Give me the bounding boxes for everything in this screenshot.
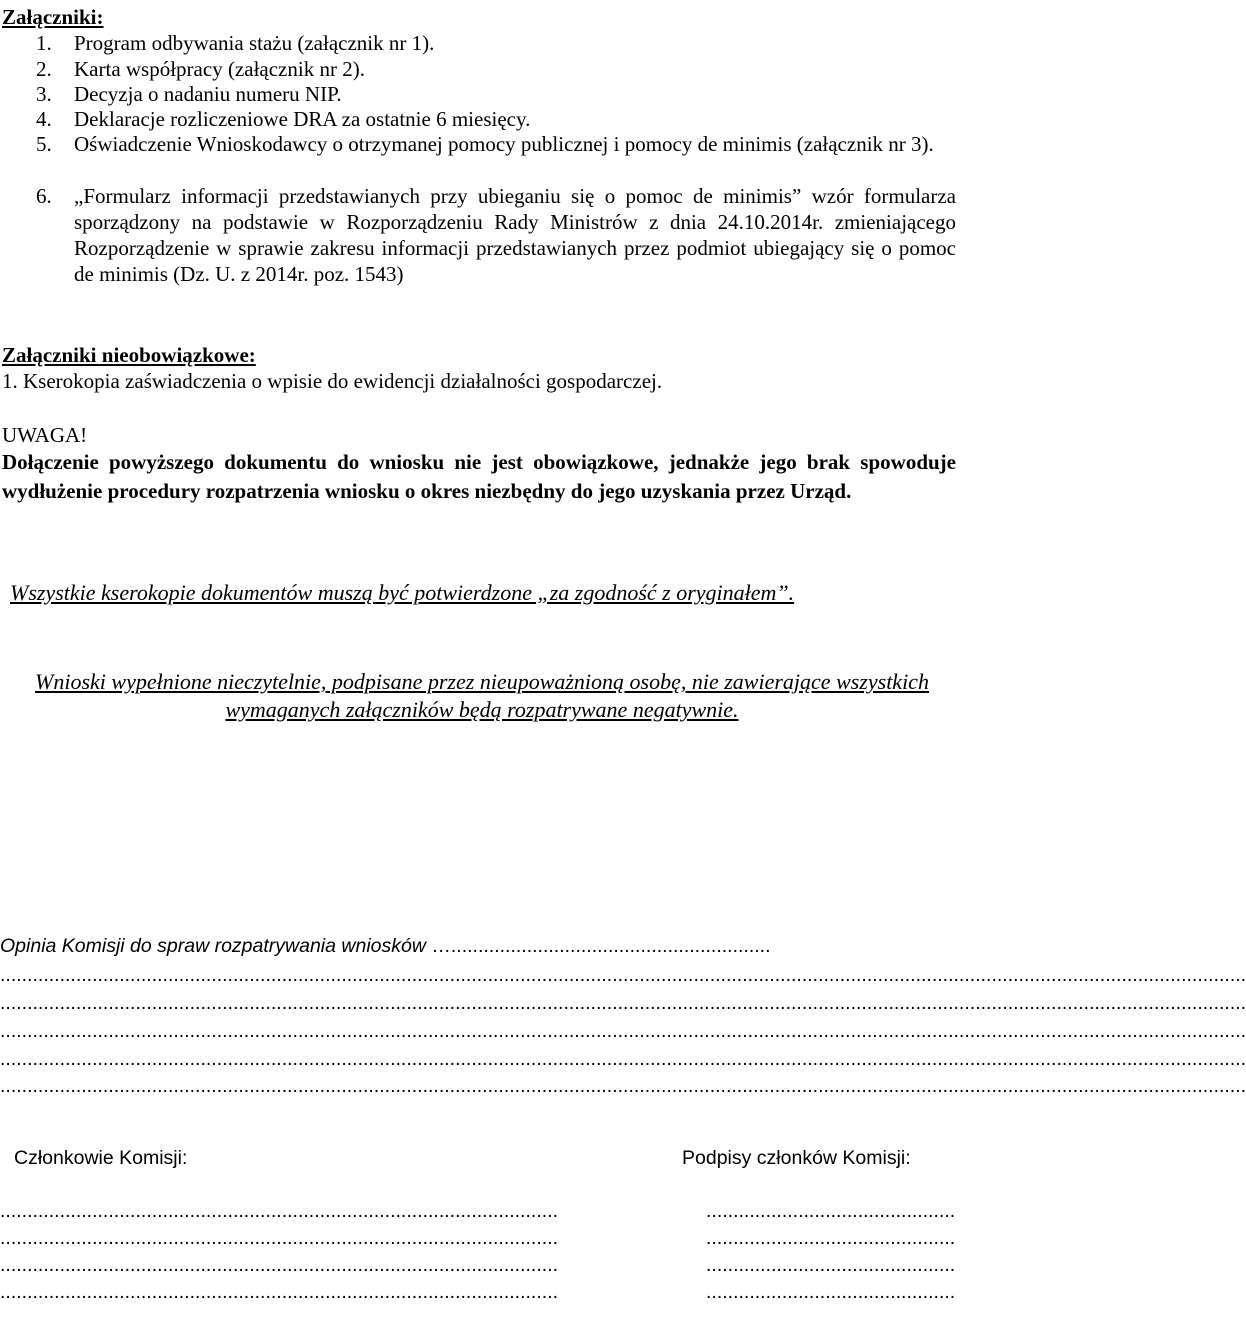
opinion-label-text: Opinia Komisji do spraw rozpatrywania wniosków (0, 935, 426, 957)
item-number: 1. (2, 369, 18, 393)
opinion-label (0, 933, 771, 959)
item-text: Karta współpracy (załącznik nr 2). (74, 57, 365, 81)
rejection-notice: Wnioski wypełnione nieczytelnie, podpisane przez nieupoważnioną osobę, nie zawierające wszystkich wymaganych załączników będą rozpatrywane negatywnie. (35, 669, 929, 722)
attachment-item-5 (36, 131, 956, 157)
opinion-dot-line-5: ...................................................................................................................................................................................................................................... (0, 1075, 1246, 1097)
signature-dot-line: .............................................. (706, 1281, 956, 1303)
attachment-item-3 (36, 81, 956, 107)
item-text: Deklaracje rozliczeniowe DRA za ostatnie 6 miesięcy. (74, 107, 531, 131)
member-dot-line: ....................................................................................................... (0, 1281, 559, 1303)
item-number: 6. (36, 184, 52, 208)
signatures-label: Podpisy członków Komisji: (682, 1147, 911, 1169)
opinion-dot-line-2: ...................................................................................................................................................................................................................................... (0, 992, 1246, 1014)
attachment-item-4 (36, 106, 956, 132)
opinion-label-dots: …........................................................... (431, 935, 771, 957)
signature-dot-line: .............................................. (706, 1254, 956, 1276)
item-text: Decyzja o nadaniu numeru NIP. (74, 82, 342, 106)
copies-notice: Wszystkie kserokopie dokumentów muszą być potwierdzone „za zgodność z oryginałem”. (10, 580, 795, 605)
members-label: Członkowie Komisji: (14, 1147, 188, 1169)
item-number: 1. (36, 31, 52, 55)
optional-item-1 (2, 368, 662, 394)
opinion-dot-line-4: ...................................................................................................................................................................................................................................... (0, 1048, 1246, 1070)
member-dot-line: ....................................................................................................... (0, 1254, 559, 1276)
optional-attachments-heading: Załączniki nieobowiązkowe: (2, 343, 256, 367)
item-text: Program odbywania stażu (załącznik nr 1). (74, 31, 435, 55)
opinion-dot-line-3: ...................................................................................................................................................................................................................................... (0, 1020, 1246, 1042)
item-number: 3. (36, 82, 52, 106)
item-text: Oświadczenie Wnioskodawcy o otrzymanej pomocy publicznej i pomocy de minimis (załącznik nr 3). (74, 132, 934, 156)
item-number: 5. (36, 132, 52, 156)
member-dot-line: ....................................................................................................... (0, 1200, 559, 1222)
signature-dot-line: .............................................. (706, 1200, 956, 1222)
item-number: 2. (36, 57, 52, 81)
attachment-item-6 (36, 183, 956, 287)
item-text: Kserokopia zaświadczenia o wpisie do ewidencji działalności gospodarczej. (23, 369, 663, 393)
attachment-item-2 (36, 56, 956, 82)
warning-text: Dołączenie powyższego dokumentu do wniosku nie jest obowiązkowe, jednakże jego brak spowoduje wydłużenie procedury rozpatrzenia wniosku o okres niezbędny do jego uzyskania przez Urząd. (2, 450, 956, 503)
opinion-dot-line-1: ...................................................................................................................................................................................................................................... (0, 964, 1246, 986)
item-text: „Formularz informacji przedstawianych przy ubieganiu się o pomoc de minimis” wzór formularza sporządzony na podstawie w Rozporządzeniu Rady Ministrów z dnia 24.10.2014r. zmieniającego Rozporządzenie w sprawie zakresu informacji przedstawianych przez podmiot ubiegający się o pomoc de minimis (Dz. U. z 2014r. poz. 1543) (74, 184, 956, 286)
warning-label: UWAGA! (2, 423, 88, 447)
attachment-item-1 (36, 30, 956, 56)
signature-dot-line: .............................................. (706, 1227, 956, 1249)
member-dot-line: ....................................................................................................... (0, 1227, 559, 1249)
item-number: 4. (36, 107, 52, 131)
attachments-heading: Załączniki: (2, 5, 104, 29)
